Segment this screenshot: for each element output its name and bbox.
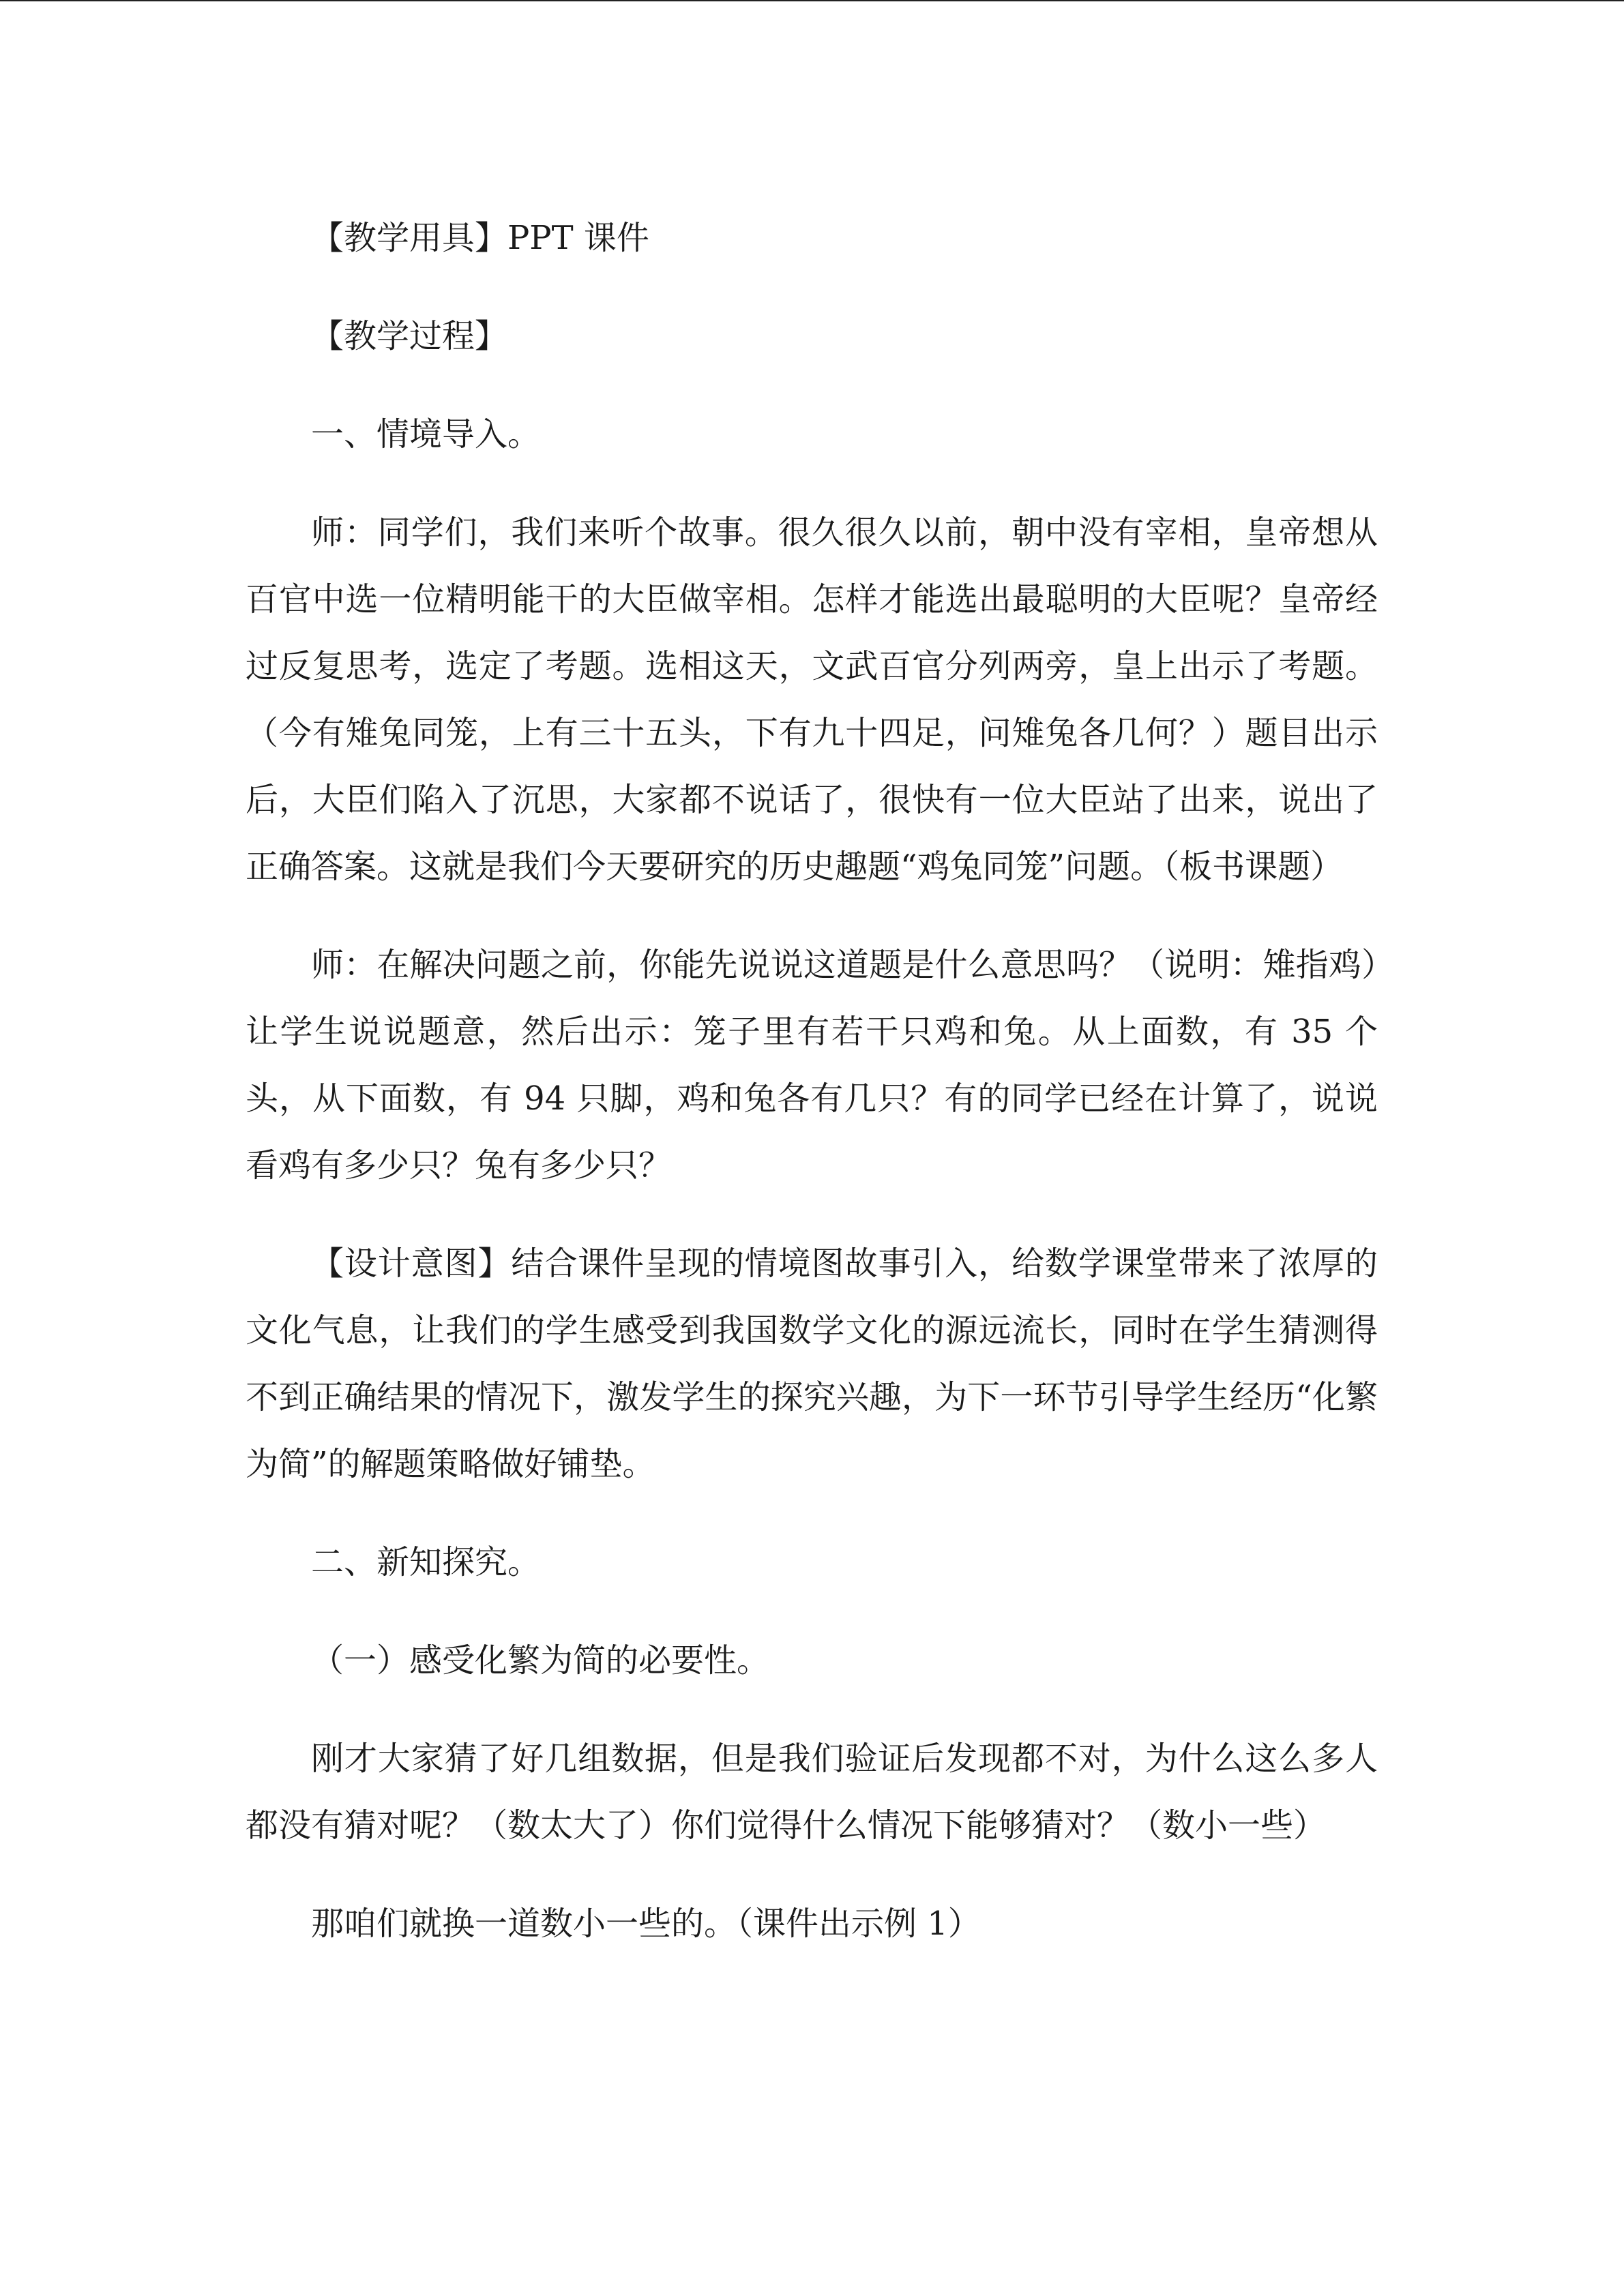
paragraph-example-one: 那咱们就换一道数小一些的。（课件出示例 1）	[311, 1905, 981, 1943]
paragraph-subsection-one-heading: （一）感受化繁为简的必要性。	[311, 1641, 770, 1680]
paragraph-teaching-process-heading: 【教学过程】	[311, 317, 508, 355]
paragraph-design-intent: 【设计意图】结合课件呈现的情境图故事引入，给数学课堂带来了浓厚的文化气息，让我们的学生感受到我国数学文化的源远流长，同时在学生猜测得不到正确结果的情况下，激发学生的探究兴趣，为下一环节引导学生经历“化繁为简”的解题策略做好铺垫。	[246, 1244, 1378, 1483]
page-top-border	[0, 0, 1624, 1]
document-body	[246, 205, 1378, 1957]
paragraph-story-intro: 师：同学们，我们来听个故事。很久很久以前，朝中没有宰相，皇帝想从百官中选一位精明能干的大臣做宰相。怎样才能选出最聪明的大臣呢？皇帝经过反复思考，选定了考题。选相这天，文武百官分列两旁，皇上出示了考题。（今有雉兔同笼，上有三十五头，下有九十四足，问雉兔各几何？）题目出示后，大臣们陷入了沉思，大家都不说话了，很快有一位大臣站了出来，说出了正确答案。这就是我们今天要研究的历史趣题“鸡兔同笼”问题。（板书课题）	[246, 513, 1378, 886]
paragraph-problem-meaning: 师：在解决问题之前，你能先说说这道题是什么意思吗？（说明：雉指鸡）让学生说说题意，然后出示：笼子里有若干只鸡和兔。从上面数，有 35 个头，从下面数，有 94 只脚，鸡和兔各有几只？有的同学已经在计算了，说说看鸡有多少只？兔有多少只？	[246, 946, 1378, 1184]
paragraph-section-two-heading: 二、新知探究。	[311, 1543, 541, 1581]
paragraph-guess-discussion: 刚才大家猜了好几组数据，但是我们验证后发现都不对，为什么这么多人都没有猜对呢？（数太大了）你们觉得什么情况下能够猜对？（数小一些）	[246, 1740, 1378, 1845]
paragraph-section-one-heading: 一、情境导入。	[311, 415, 541, 453]
paragraph-teaching-tools: 【教学用具】PPT 课件	[311, 219, 649, 257]
